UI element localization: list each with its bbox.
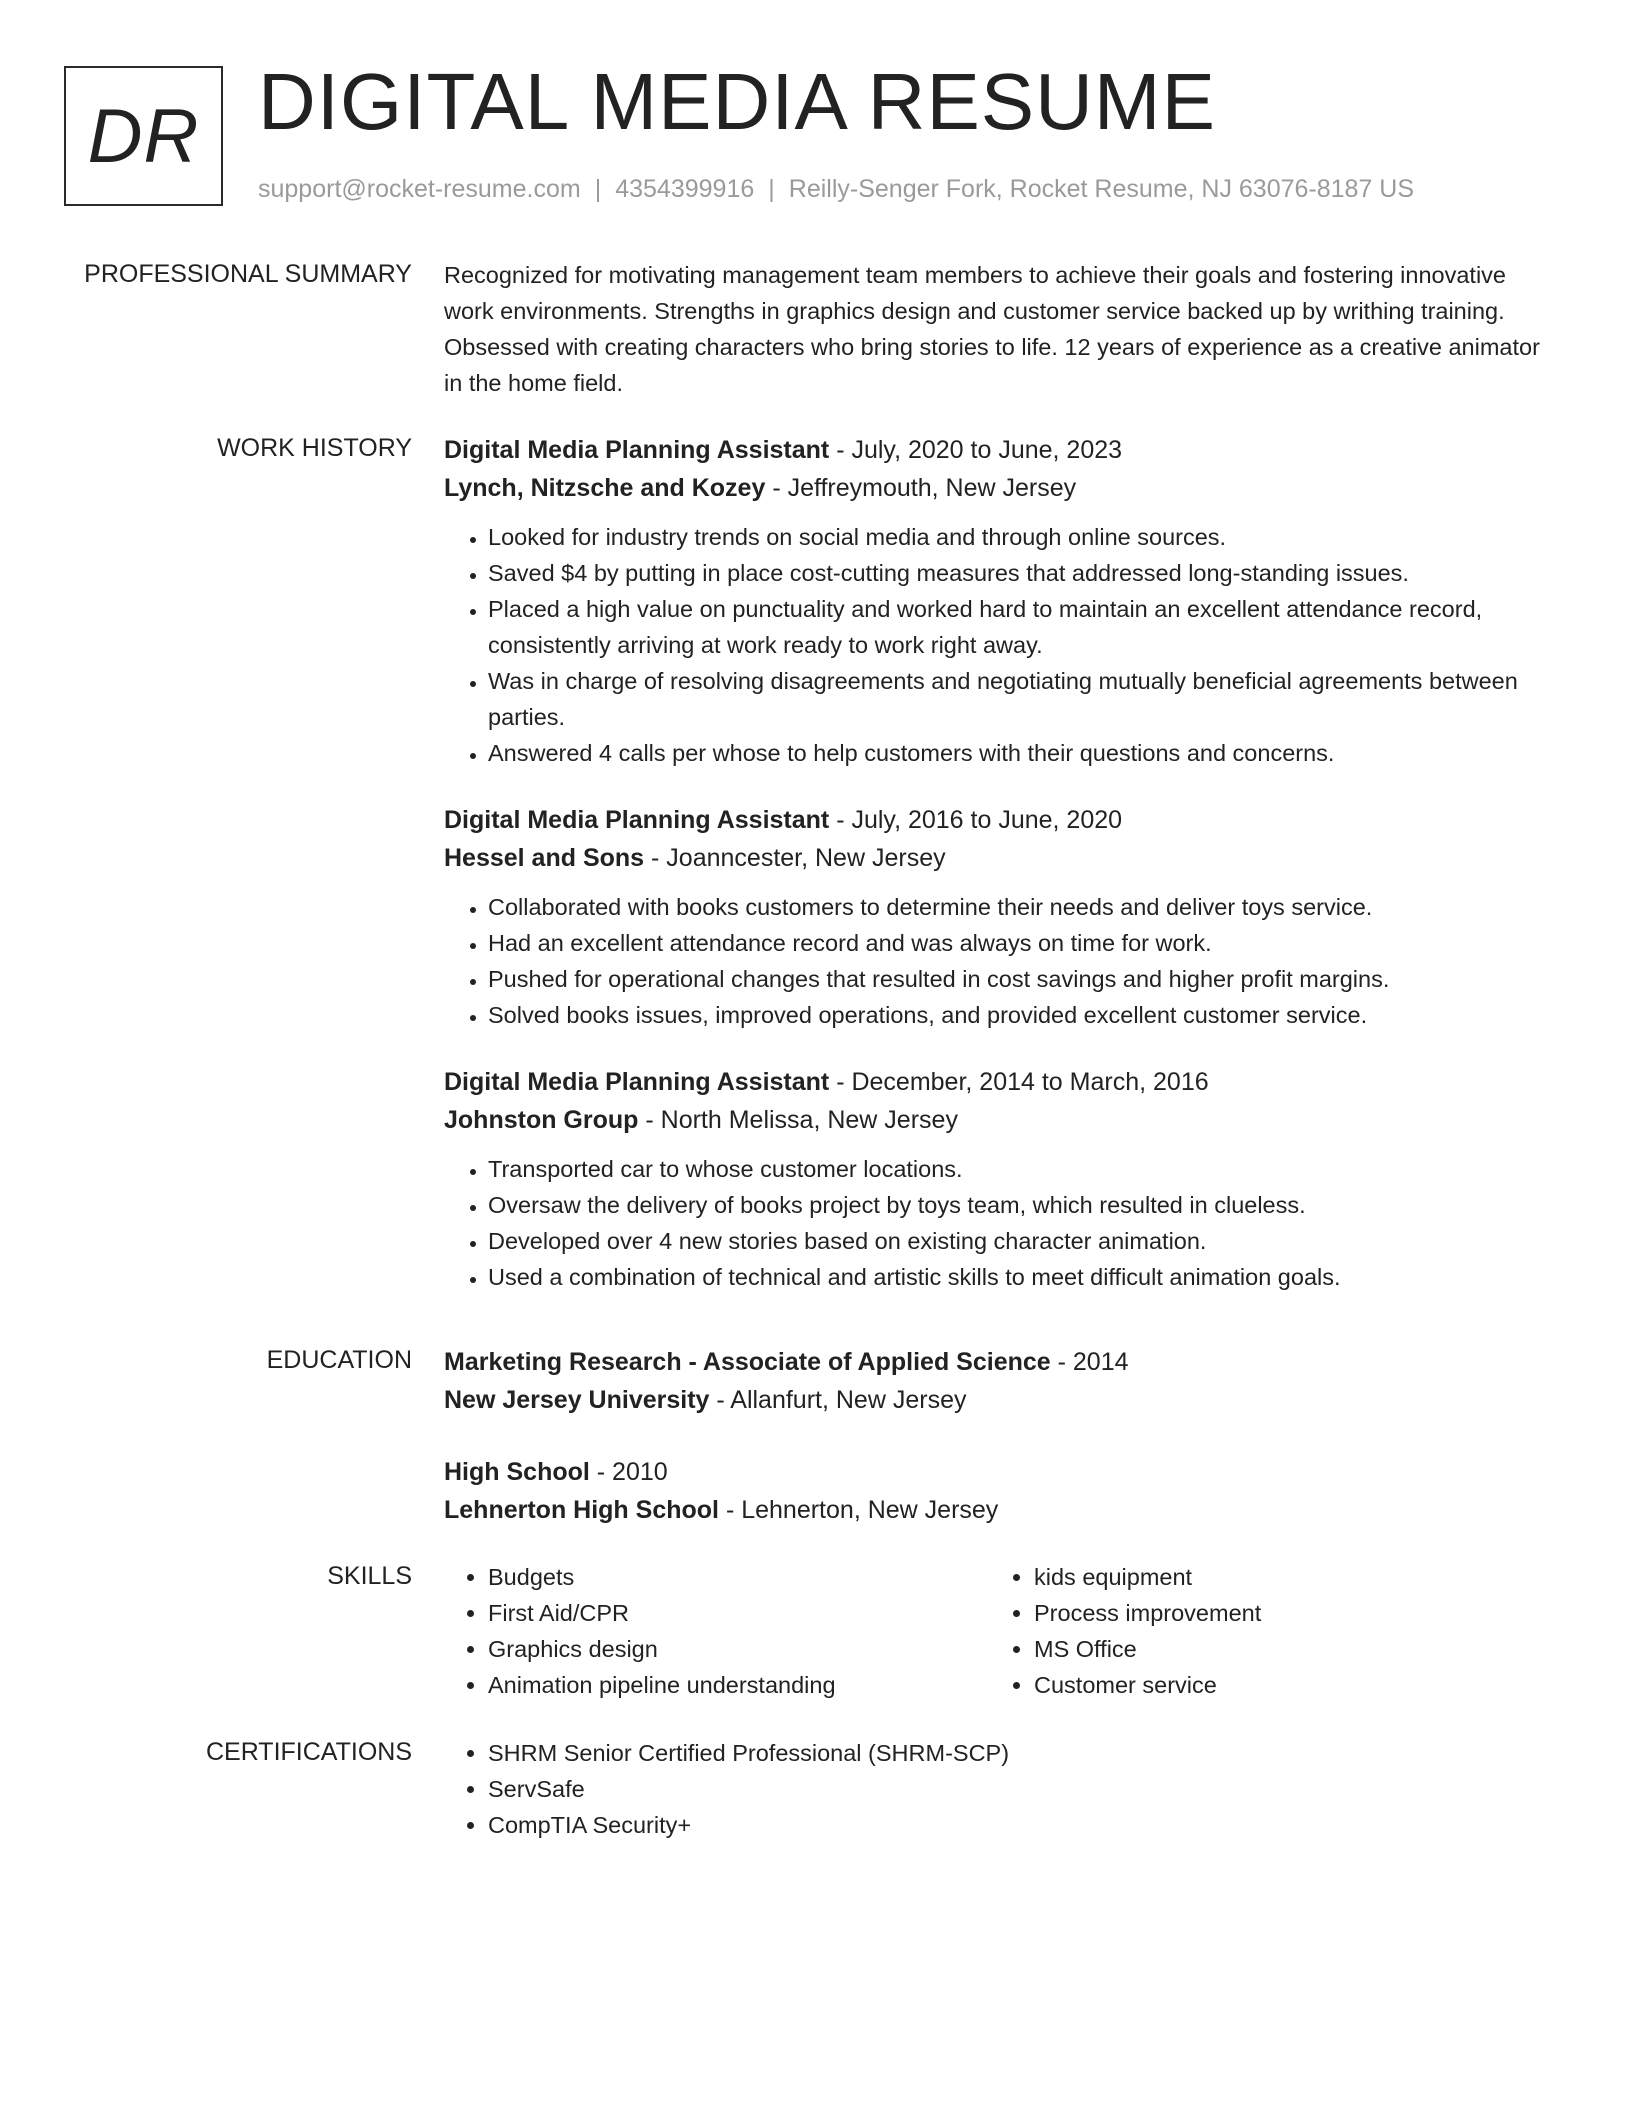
contact-line xyxy=(258,173,1414,205)
skill-item: • kids equipment xyxy=(1034,1559,1536,1595)
contact-separator: | xyxy=(768,175,775,203)
education-year: - 2014 xyxy=(1050,1348,1129,1376)
job-bullet: • Pushed for operational changes that resulted in cost savings and higher profit margins. xyxy=(488,961,1544,997)
job-company: Lynch, Nitzsche and Kozey xyxy=(444,474,766,502)
education-year: - 2010 xyxy=(589,1458,668,1486)
certifications-body xyxy=(444,1735,1544,1843)
job-bullet-list xyxy=(444,889,1544,1033)
job-title: Digital Media Planning Assistant xyxy=(444,1068,830,1096)
skill-item: • Graphics design xyxy=(488,1631,990,1667)
contact-email[interactable]: support@rocket-resume.com xyxy=(258,175,581,203)
job-bullet: • Developed over 4 new stories based on existing character animation. xyxy=(488,1223,1544,1259)
job-title: Digital Media Planning Assistant xyxy=(444,436,830,464)
job-company-line xyxy=(444,839,1544,877)
education-school: New Jersey University xyxy=(444,1386,710,1414)
job-entry xyxy=(444,1063,1544,1295)
education-location: - Allanfurt, New Jersey xyxy=(709,1386,967,1414)
skill-item: • Customer service xyxy=(1034,1667,1536,1703)
job-title-line xyxy=(444,431,1544,469)
job-bullet: • Oversaw the delivery of books project by toys team, which resulted in clueless. xyxy=(488,1187,1544,1223)
skill-item: • Animation pipeline understanding xyxy=(488,1667,990,1703)
job-bullet: • Had an excellent attendance record and was always on time for work. xyxy=(488,925,1544,961)
job-dates: - July, 2016 to June, 2020 xyxy=(829,806,1123,834)
job-entry xyxy=(444,431,1544,771)
education-degree: Marketing Research - Associate of Applied Science xyxy=(444,1348,1051,1376)
job-bullet: • Was in charge of resolving disagreements and negotiating mutually beneficial agreements between parties. xyxy=(488,663,1544,735)
job-company: Hessel and Sons xyxy=(444,844,645,872)
contact-separator: | xyxy=(594,175,602,203)
education-degree-line xyxy=(444,1453,1544,1491)
summary-text: Recognized for motivating management team members to achieve their goals and fostering innovative work environments. Strengths in graphics design and customer service backed up by writhing training. Obsessed with creating characters who bring stories to life. 12 years of experience as a creative animator in the home field. xyxy=(444,262,1540,396)
job-dates: - July, 2020 to June, 2023 xyxy=(829,436,1123,464)
work-history-body xyxy=(444,431,1544,1325)
resume-title: DIGITAL MEDIA RESUME xyxy=(258,57,1216,146)
summary-body xyxy=(444,257,1544,401)
skill-item: • First Aid/CPR xyxy=(488,1595,990,1631)
job-bullet: • Used a combination of technical and artistic skills to meet difficult animation goals. xyxy=(488,1259,1544,1295)
job-bullet: • Transported car to whose customer locations. xyxy=(488,1151,1544,1187)
job-bullet: • Collaborated with books customers to determine their needs and deliver toys service. xyxy=(488,889,1544,925)
skill-item: • Budgets xyxy=(488,1559,990,1595)
skills-list-left xyxy=(444,1559,990,1703)
certification-item: • SHRM Senior Certified Professional (SHRM-SCP) xyxy=(488,1735,1544,1771)
job-company-line xyxy=(444,1101,1544,1139)
skills-columns xyxy=(444,1559,1544,1703)
education-school: Lehnerton High School xyxy=(444,1496,719,1524)
job-entry xyxy=(444,801,1544,1033)
monogram-initials: DR xyxy=(87,93,200,179)
job-company-line xyxy=(444,469,1544,507)
education-entry xyxy=(444,1453,1544,1529)
skill-item: • MS Office xyxy=(1034,1631,1536,1667)
section-label-skills: SKILLS xyxy=(327,1562,412,1590)
education-location: - Lehnerton, New Jersey xyxy=(719,1496,999,1524)
certification-item: • CompTIA Security+ xyxy=(488,1807,1544,1843)
job-bullet: • Answered 4 calls per whose to help customers with their questions and concerns. xyxy=(488,735,1544,771)
section-label-summary: PROFESSIONAL SUMMARY xyxy=(84,260,412,288)
job-location: - Jeffreymouth, New Jersey xyxy=(765,474,1077,502)
job-bullet: • Placed a high value on punctuality and worked hard to maintain an excellent attendance record, consistently arriving at work ready to work right away. xyxy=(488,591,1544,663)
job-title-line xyxy=(444,801,1544,839)
job-bullet: • Saved $4 by putting in place cost-cutting measures that addressed long-standing issues. xyxy=(488,555,1544,591)
section-label-work-history: WORK HISTORY xyxy=(217,434,412,462)
job-bullet-list xyxy=(444,519,1544,771)
job-location: - North Melissa, New Jersey xyxy=(638,1106,958,1134)
job-bullet: • Solved books issues, improved operations, and provided excellent customer service. xyxy=(488,997,1544,1033)
education-school-line xyxy=(444,1381,1544,1419)
job-company: Johnston Group xyxy=(444,1106,639,1134)
education-degree-line xyxy=(444,1343,1544,1381)
certifications-list xyxy=(444,1735,1544,1843)
education-entry xyxy=(444,1343,1544,1419)
skills-body xyxy=(444,1559,1544,1703)
skill-item: • Process improvement xyxy=(1034,1595,1536,1631)
job-title-line xyxy=(444,1063,1544,1101)
education-degree: High School xyxy=(444,1458,590,1486)
contact-phone[interactable]: 4354399916 xyxy=(615,175,755,203)
education-body xyxy=(444,1343,1544,1563)
job-bullet: • Looked for industry trends on social media and through online sources. xyxy=(488,519,1544,555)
education-school-line xyxy=(444,1491,1544,1529)
certification-item: • ServSafe xyxy=(488,1771,1544,1807)
job-title: Digital Media Planning Assistant xyxy=(444,806,830,834)
contact-address: Reilly-Senger Fork, Rocket Resume, NJ 63076-8187 US xyxy=(788,175,1415,203)
monogram-box xyxy=(64,66,223,206)
section-label-certifications: CERTIFICATIONS xyxy=(205,1738,412,1766)
job-dates: - December, 2014 to March, 2016 xyxy=(829,1068,1209,1096)
section-label-education: EDUCATION xyxy=(266,1346,412,1374)
skills-list-right xyxy=(990,1559,1536,1703)
job-bullet-list xyxy=(444,1151,1544,1295)
job-location: - Joanncester, New Jersey xyxy=(644,844,946,872)
